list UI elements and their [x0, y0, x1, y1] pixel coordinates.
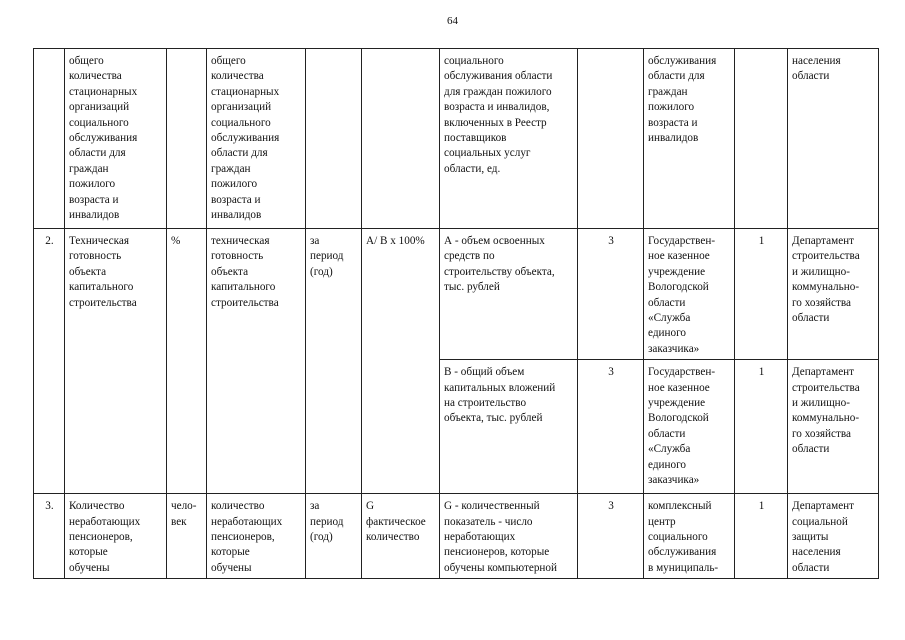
level-cell: 1 [735, 494, 788, 579]
formula-cell: G фактическое количество [362, 494, 440, 579]
method-cell [578, 49, 644, 229]
indicator-name-cell: Количество неработающих пенсионеров, которые обучены [65, 494, 167, 579]
method-cell: 3 [578, 360, 644, 494]
source-cell: комплексный центр социального обслуживания в муниципаль- [644, 494, 735, 579]
period-cell [306, 49, 362, 229]
page-number: 64 [447, 15, 458, 27]
table-row [34, 229, 879, 360]
parameter-cell: социального обслуживания области для граждан пожилого возраста и инвалидов, включенных в Реестр поставщиков социальных услуг области, ед. [440, 49, 578, 229]
parameter-cell: А - объем освоенных средств по строительству объекта, тыс. рублей [440, 229, 578, 360]
source-cell: Государствен- ное казенное учреждение Вологодской области «Служба единого заказчика» [644, 360, 735, 494]
indicator-name-cell: общего количества стационарных организаций социального обслуживания области для граждан пожилого возраста и инвалидов [65, 49, 167, 229]
level-cell: 1 [735, 360, 788, 494]
responsible-cell: Департамент социальной защиты населения области [788, 494, 879, 579]
row-number-cell: 2. [34, 229, 65, 494]
row-number-cell: 3. [34, 494, 65, 579]
indicators-table [33, 48, 879, 579]
responsible-cell: населения области [788, 49, 879, 229]
formula-cell [362, 49, 440, 229]
level-cell: 1 [735, 229, 788, 360]
definition-cell: количество неработающих пенсионеров, которые обучены [207, 494, 306, 579]
method-cell: 3 [578, 494, 644, 579]
source-cell: Государствен- ное казенное учреждение Вологодской области «Служба единого заказчика» [644, 229, 735, 360]
formula-cell: А/ В х 100% [362, 229, 440, 494]
definition-cell: техническая готовность объекта капитального строительства [207, 229, 306, 494]
indicator-name-cell: Техническая готовность объекта капитального строительства [65, 229, 167, 494]
unit-cell [167, 49, 207, 229]
method-cell: 3 [578, 229, 644, 360]
period-cell: за период (год) [306, 494, 362, 579]
responsible-cell: Департамент строительства и жилищно- коммунально- го хозяйства области [788, 360, 879, 494]
level-cell [735, 49, 788, 229]
unit-cell: % [167, 229, 207, 494]
row-number-cell [34, 49, 65, 229]
source-cell: обслуживания области для граждан пожилого возраста и инвалидов [644, 49, 735, 229]
table-row [34, 494, 879, 579]
unit-cell: чело- век [167, 494, 207, 579]
period-cell: за период (год) [306, 229, 362, 494]
parameter-cell: G - количественный показатель - число неработающих пенсионеров, которые обучены компьютерной [440, 494, 578, 579]
table-row [34, 49, 879, 229]
parameter-cell: В - общий объем капитальных вложений на строительство объекта, тыс. рублей [440, 360, 578, 494]
definition-cell: общего количества стационарных организаций социального обслуживания области для граждан пожилого возраста и инвалидов [207, 49, 306, 229]
responsible-cell: Департамент строительства и жилищно- коммунально- го хозяйства области [788, 229, 879, 360]
